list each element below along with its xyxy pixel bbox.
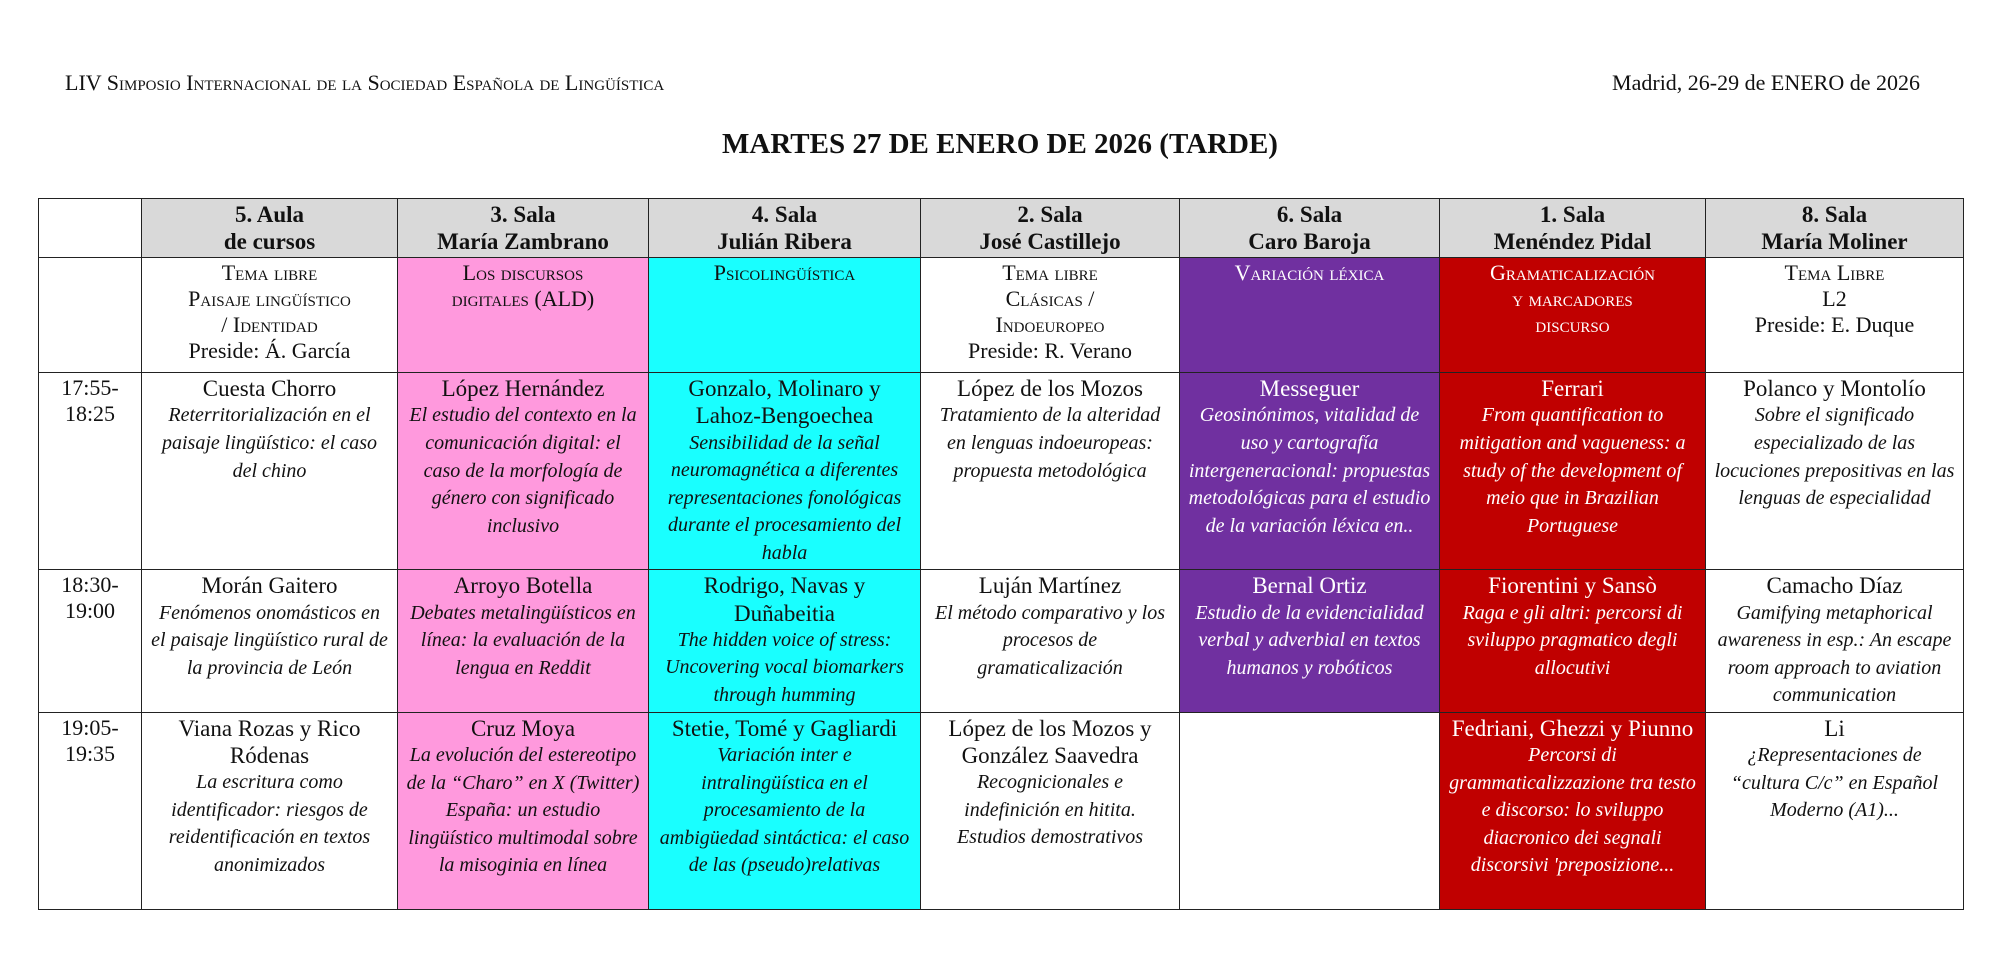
room-header-row [39, 199, 1964, 258]
talk-author: López Hernández [441, 376, 605, 402]
talk-title: El método comparativo y los procesos de gramaticalización [935, 601, 1165, 679]
talk-cell [1440, 570, 1706, 713]
session-theme: Psicolingüística [649, 258, 921, 373]
talk-author: López de los Mozos [957, 376, 1143, 402]
talk-cell [649, 570, 921, 713]
talk-cell [1706, 373, 1964, 570]
talk-title: Variación inter e intralingüística en el procesamiento de la ambigüedad sintáctica: el caso de las (pseudo)relativas [659, 744, 910, 877]
talk-cell [921, 570, 1180, 713]
session-theme: Los discursos digitales (ALD) [398, 258, 649, 373]
talk-cell [398, 712, 649, 909]
talk-author: Cuesta Chorro [202, 376, 337, 402]
session-theme: Variación léxica [1180, 258, 1440, 373]
talk-author: Fedriani, Ghezzi y Piunno [1451, 715, 1694, 741]
session-chair: Preside: Á. García [188, 338, 351, 364]
talk-author: Messeguer [1259, 376, 1360, 402]
talk-author: Polanco y Montolío [1743, 376, 1926, 402]
time-cell: 18:30- 19:00 [39, 570, 142, 713]
talk-cell [1180, 373, 1440, 570]
talk-author: Camacho Díaz [1766, 573, 1903, 599]
corner-cell [39, 199, 142, 258]
talk-cell [921, 373, 1180, 570]
session-theme: Tema libre Clásicas / Indoeuropeo Preside: R. Verano [921, 258, 1180, 373]
talk-cell [398, 570, 649, 713]
talk-author: Morán Gaitero [201, 573, 338, 599]
talk-title: ¿Representaciones de “cultura C/c” en Español Moderno (A1)... [1730, 744, 1939, 822]
session-theme: Tema libre Paisaje lingüístico / Identidad Preside: Á. García [142, 258, 398, 373]
talk-author: López de los Mozos y González Saavedra [948, 715, 1152, 769]
talk-title: La evolución del estereotipo de la “Charo” en X (Twitter) España: un estudio lingüístico multimodal sobre la misoginia en línea [406, 744, 640, 877]
talk-title: El estudio del contexto en la comunicación digital: el caso de la morfología de género con significado inclusivo [409, 404, 637, 537]
time-cell: 17:55- 18:25 [39, 373, 142, 570]
talk-cell [921, 712, 1180, 909]
room-header: 5. Aula de cursos [142, 199, 398, 258]
talk-title: From quantification to mitigation and vagueness: a study of the development of meio que in Brazilian Portuguese [1459, 404, 1686, 537]
talk-cell [142, 373, 398, 570]
talk-author: Li [1824, 715, 1845, 741]
room-header: 8. Sala María Moliner [1706, 199, 1964, 258]
talk-author: Rodrigo, Navas y Duñabeitia [703, 573, 866, 626]
talk-title: Geosinónimos, vitalidad de uso y cartografía intergeneracional: propuestas metodológicas para el estudio de la variación léxica en.. [1188, 404, 1431, 537]
room-header: 2. Sala José Castillejo [921, 199, 1180, 258]
talk-author: Gonzalo, Molinaro y Lahoz-Bengoechea [688, 376, 881, 429]
talk-title: Sensibilidad de la señal neuromagnética a diferentes representaciones fonológicas durante el procesamiento del habla [667, 431, 902, 564]
talk-title: Raga e gli altri: percorsi di sviluppo pragmatico degli allocutivi [1462, 601, 1683, 679]
talk-cell [1706, 712, 1964, 909]
talk-author: Stetie, Tomé y Gagliardi [671, 715, 898, 741]
talk-author: Viana Rozas y Rico Ródenas [178, 715, 361, 769]
talk-title: Estudio de la evidencialidad verbal y adverbial en textos humanos y robóticos [1195, 601, 1424, 679]
room-header: 3. Sala María Zambrano [398, 199, 649, 258]
talk-title: La escritura como identificador: riesgos de reidentificación en textos anonimizados [168, 771, 371, 876]
talk-cell [142, 570, 398, 713]
talk-title: Tratamiento de la alteridad en lenguas indoeuropeas: propuesta metodológica [939, 404, 1161, 482]
location-date: Madrid, 26-29 de ENERO de 2026 [1612, 70, 1920, 95]
session-theme: Tema Libre L2 Preside: E. Duque [1706, 258, 1964, 373]
room-header: 4. Sala Julián Ribera [649, 199, 921, 258]
talk-author: Fiorentini y Sansò [1488, 573, 1657, 599]
corner-cell [39, 258, 142, 373]
talk-cell [1706, 570, 1964, 713]
symposium-header [65, 70, 664, 96]
talk-title: The hidden voice of stress: Uncovering vocal biomarkers through humming [665, 628, 904, 706]
symposium-title: LIV Simposio Internacional de la Sociedad Española de Lingüística [65, 70, 665, 95]
talk-title: Reterritorialización en el paisaje lingüístico: el caso del chino [162, 404, 377, 482]
talk-title: Fenómenos onomásticos en el paisaje lingüístico rural de la provincia de León [151, 601, 388, 679]
talk-cell [398, 373, 649, 570]
talk-title: Sobre el significado especializado de las locuciones prepositivas en las lenguas de especialidad [1714, 404, 1955, 510]
empty-talk-cell [1180, 712, 1440, 909]
session-theme: Gramaticalización y marcadores discurso [1440, 258, 1706, 373]
talk-title: Debates metalingüísticos en línea: la evaluación de la lengua en Reddit [410, 601, 636, 679]
time-slot-row [39, 373, 1964, 570]
talk-cell [1440, 373, 1706, 570]
talk-author: Luján Martínez [978, 573, 1122, 599]
talk-author: Bernal Ortiz [1252, 573, 1367, 599]
talk-title: Recognicionales e indefinición en hitita. Estudios demostrativos [956, 771, 1144, 849]
session-chair: Preside: R. Verano [968, 338, 1132, 364]
time-cell: 19:05- 19:35 [39, 712, 142, 909]
page-title: MARTES 27 DE ENERO DE 2026 (TARDE) [722, 128, 1278, 160]
time-slot-row [39, 712, 1964, 909]
talk-cell [649, 712, 921, 909]
room-header: 6. Sala Caro Baroja [1180, 199, 1440, 258]
talk-cell [1440, 712, 1706, 909]
session-chair: Preside: E. Duque [1754, 312, 1915, 338]
time-slot-row [39, 570, 1964, 713]
talk-cell [1180, 570, 1440, 713]
talk-title: Percorsi di grammaticalizzazione tra testo e discorso: lo sviluppo diacronico dei segnali discorsivi 'preposizione... [1449, 744, 1696, 877]
talk-cell [142, 712, 398, 909]
talk-cell [649, 373, 921, 570]
talk-title: Gamifying metaphorical awareness in esp.: An escape room approach to aviation communication [1717, 601, 1952, 707]
schedule-table [38, 198, 1964, 910]
talk-author: Ferrari [1541, 376, 1604, 402]
theme-row [39, 258, 1964, 373]
room-header: 1. Sala Menéndez Pidal [1440, 199, 1706, 258]
talk-author: Cruz Moya [470, 715, 576, 741]
talk-author: Arroyo Botella [453, 573, 593, 599]
